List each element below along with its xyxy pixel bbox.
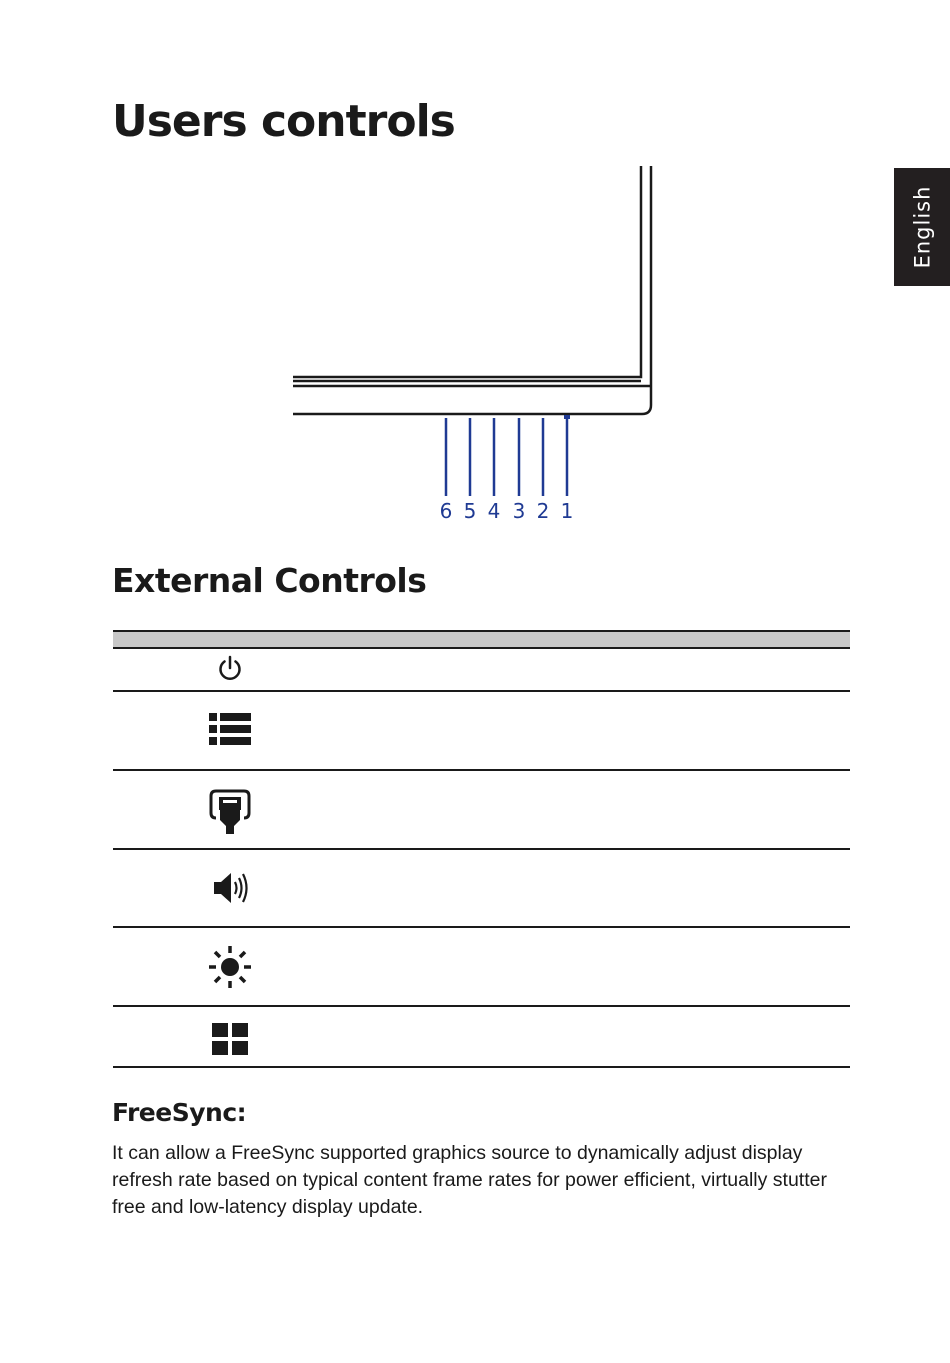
monitor-frame <box>293 166 651 414</box>
table-row-divider <box>113 690 850 692</box>
callout-number: 1 <box>560 499 574 523</box>
users-controls-title: Users controls <box>112 96 455 147</box>
power-icon <box>216 655 244 683</box>
table-row-divider <box>113 769 850 771</box>
callout-number: 2 <box>536 499 550 523</box>
callout-number: 6 <box>439 499 453 523</box>
language-tab <box>894 168 950 286</box>
volume-icon <box>212 870 250 906</box>
brightness-icon <box>208 945 252 989</box>
table-row-divider <box>113 926 850 928</box>
freesync-title: FreeSync: <box>112 1098 247 1127</box>
game-mode-icon <box>211 1022 249 1056</box>
callout-lines <box>446 418 567 496</box>
external-controls-title: External Controls <box>112 561 427 600</box>
callout-number: 5 <box>463 499 477 523</box>
power-led <box>564 415 570 419</box>
table-row-divider <box>113 848 850 850</box>
freesync-description: It can allow a FreeSync supported graphics source to dynamically adjust display refresh rate based on typical content frame rates for power efficient, virtually stutter free and low-latency display update. <box>112 1142 827 1218</box>
language-tab-label: English <box>910 185 935 269</box>
table-row-divider <box>113 1005 850 1007</box>
monitor-diagram <box>280 160 680 530</box>
callout-number: 4 <box>487 499 501 523</box>
callout-number: 3 <box>512 499 526 523</box>
table-row-divider <box>113 1066 850 1068</box>
input-source-icon <box>206 788 254 836</box>
menu-list-icon <box>208 712 252 746</box>
controls-table-header <box>113 630 850 649</box>
